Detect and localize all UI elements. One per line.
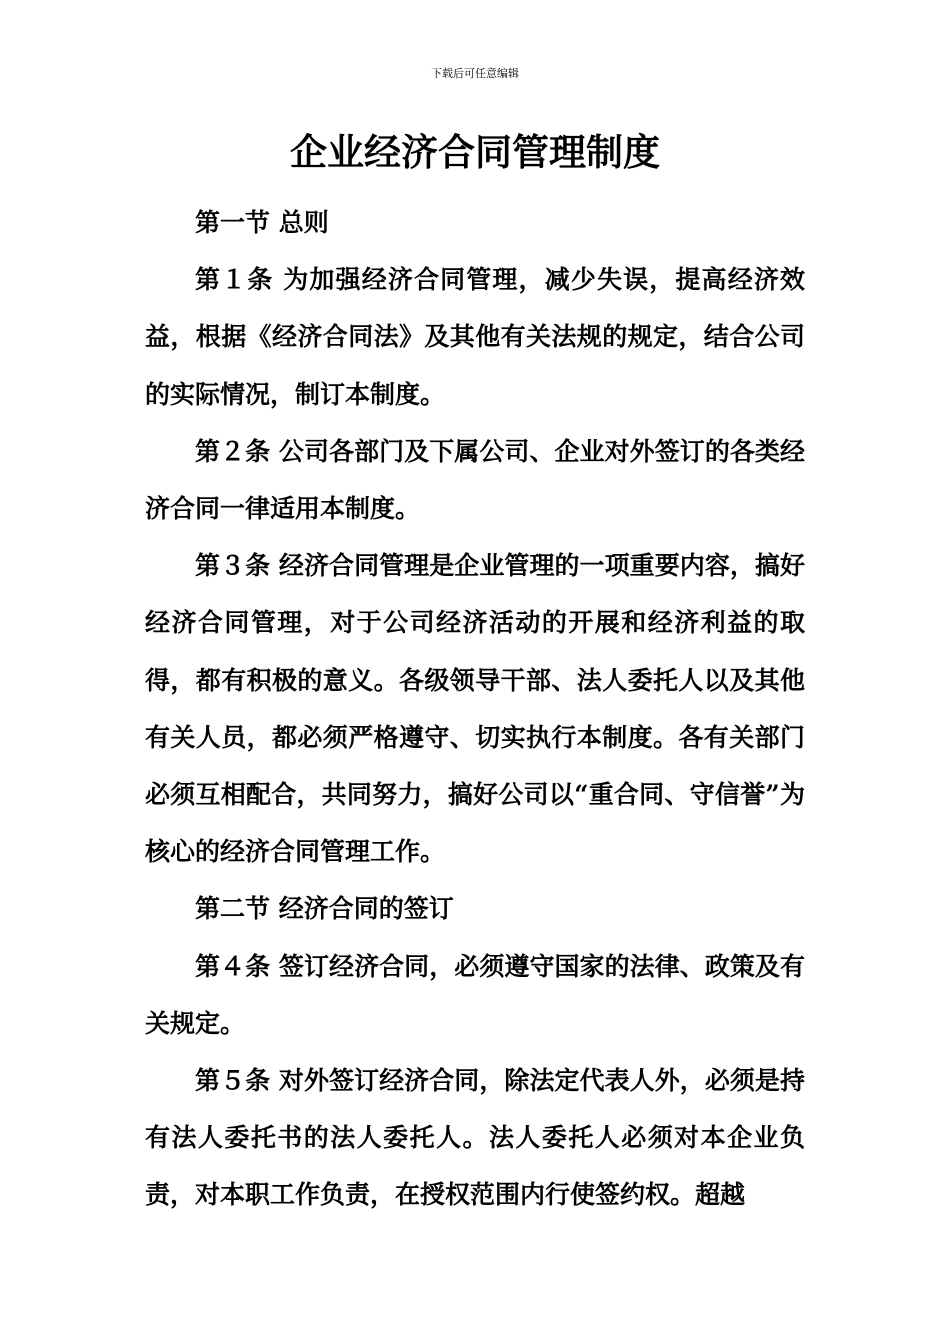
article-2: 第２条 公司各部门及下属公司、企业对外签订的各类经济合同一律适用本制度。 [145, 436, 805, 524]
section-heading-general: 第一节 总则 [195, 208, 329, 237]
page-header-note: 下载后可任意编辑 [431, 67, 519, 80]
article-1: 第１条 为加强经济合同管理，减少失误，提高经济效益，根据《经济合同法》及其他有关法规的规定，结合公司的实际情况，制订本制度。 [145, 265, 805, 409]
article-3: 第３条 经济合同管理是企业管理的一项重要内容，搞好经济合同管理，对于公司经济活动的开展和经济利益的取得，都有积极的意义。各级领导干部、法人委托人以及其他有关人员，都必须严格遵守、切实执行本制度。各有关部门必须互相配合，共同努力，搞好公司以“重合同、守信誉”为核心的经济合同管理工作。 [145, 551, 805, 867]
article-5: 第５条 对外签订经济合同，除法定代表人外，必须是持有法人委托书的法人委托人。法人委托人必须对本企业负责，对本职工作负责，在授权范围内行使签约权。超越 [145, 1066, 805, 1210]
document-body [145, 194, 805, 1224]
section-heading-signing: 第二节 经济合同的签订 [195, 894, 454, 924]
article-4: 第４条 签订经济合同，必须遵守国家的法律、政策及有关规定。 [145, 951, 805, 1038]
document-title: 企业经济合同管理制度 [290, 130, 660, 174]
